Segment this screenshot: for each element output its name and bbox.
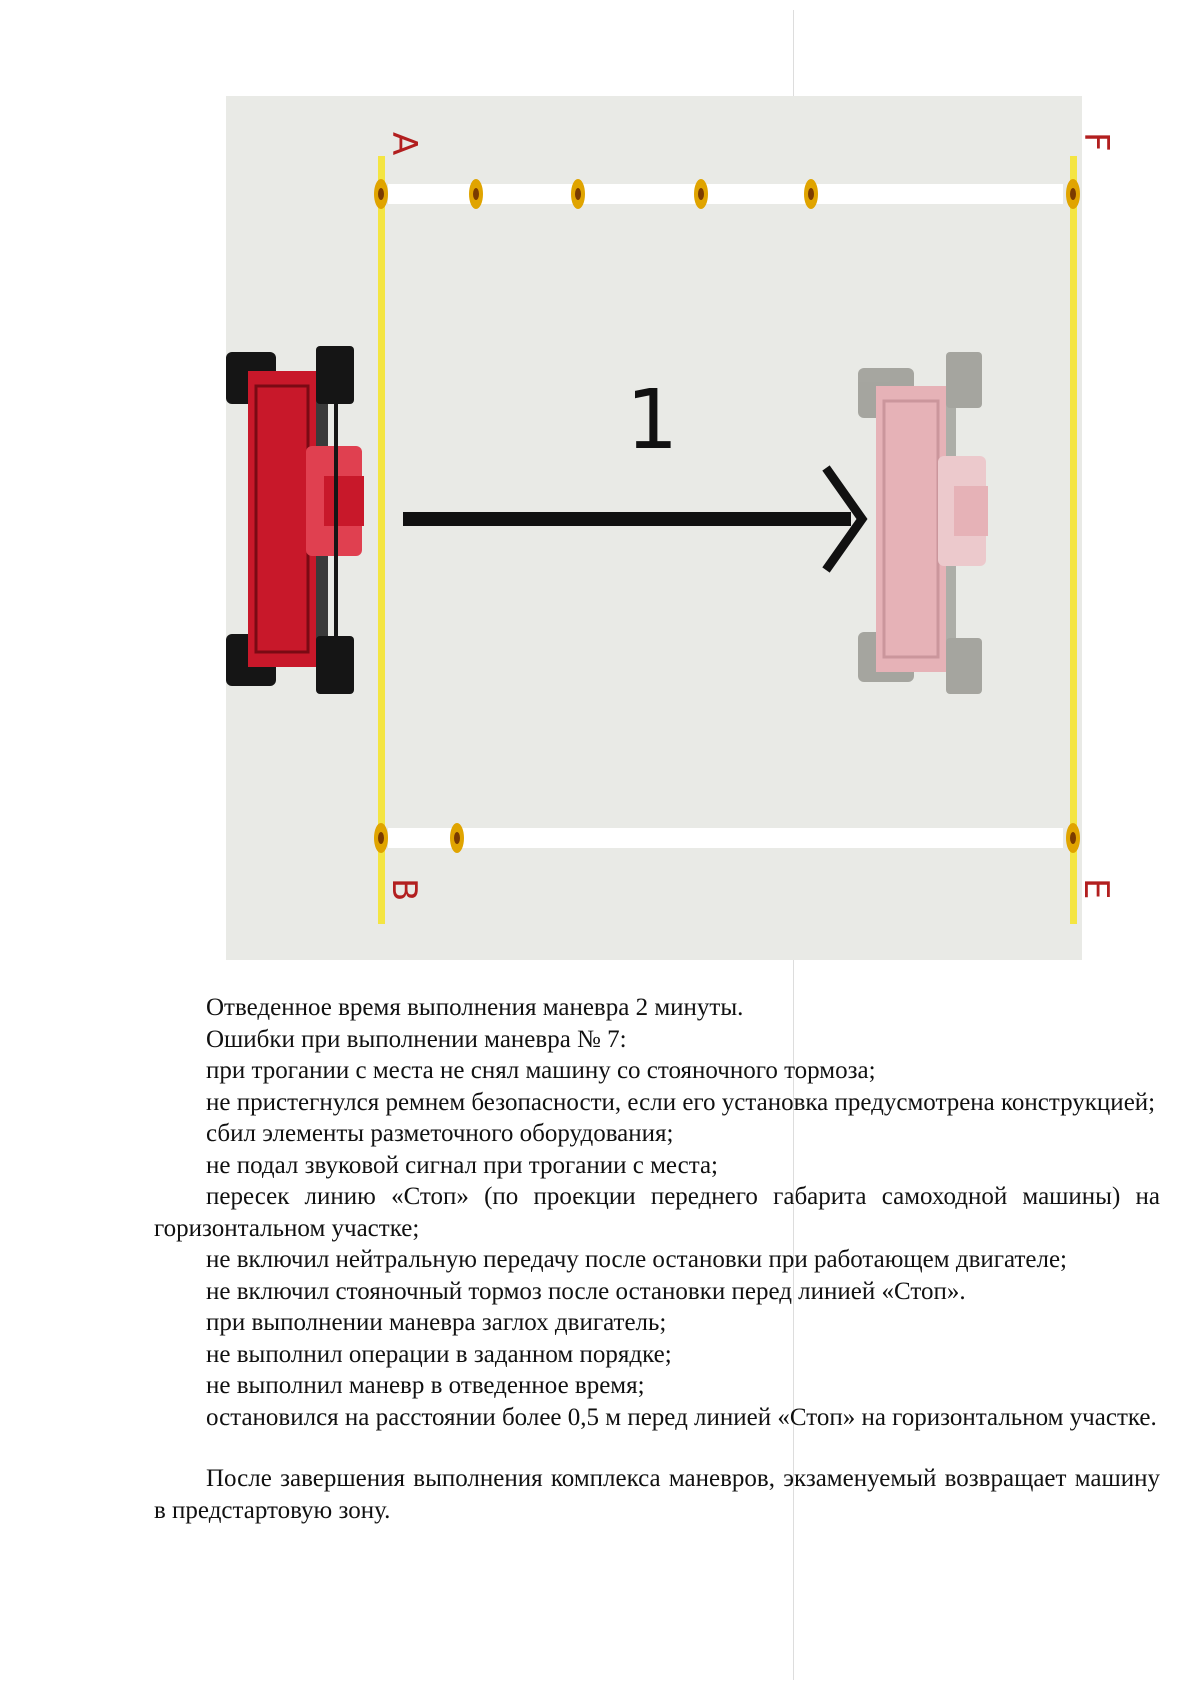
cone-marker-icon [469,179,483,209]
label-a: A [384,132,424,156]
error-item: остановился на расстоянии более 0,5 м перед линией «Стоп» на горизонтальном участке. [206,1403,1157,1431]
error-item: сбил элементы разметочного оборудования; [206,1120,674,1147]
maneuver-rules-text [154,992,1160,1526]
left-boundary-line [378,156,385,924]
maneuver-diagram-svg [226,96,1116,960]
right-boundary-line [1070,156,1077,924]
cone-marker-icon [694,179,708,209]
label-f: F [1076,132,1116,152]
zone-number: 1 [626,373,679,468]
errors-heading: Ошибки при выполнении маневра № 7: [206,1025,627,1053]
cone-marker-icon [450,823,464,853]
error-item: не подал звуковой сигнал при трогании с места; [206,1151,718,1179]
cone-marker-icon [804,179,818,209]
top-lane-stripe [388,184,1063,204]
cone-marker-icon [571,179,585,209]
tractor-end-icon [858,352,988,694]
error-item: при выполнении маневра заглох двигатель; [206,1309,667,1336]
closing-paragraph: После завершения выполнения комплекса маневров, экзаменуемый возвращает машину в предстартовую зону. [154,1465,1160,1524]
time-limit-line: Отведенное время выполнения маневра 2 минуты. [206,994,744,1021]
error-item: при трогании с места не снял машину со стояночного тормоза; [206,1057,876,1084]
error-item: не включил стояночный тормоз после остановки перед линией «Стоп». [206,1277,966,1305]
label-b: B [384,878,424,902]
error-item: не пристегнулся ремнем безопасности, если его установка предусмотрена конструкцией; [206,1088,1156,1116]
error-item: не выполнил маневр в отведенное время; [206,1372,645,1399]
bottom-lane-stripe [388,828,1063,848]
error-item: не выполнил операции в заданном порядке; [206,1340,672,1368]
tractor-start-icon [226,346,364,694]
cone-marker-icon [374,179,388,209]
label-e: E [1076,878,1116,900]
error-item: не включил нейтральную передачу после остановки при работающем двигателе; [206,1246,1067,1273]
cone-marker-icon [1066,823,1080,853]
direction-arrow-icon [403,468,862,570]
cone-marker-icon [374,823,388,853]
maneuver-diagram [226,96,1116,960]
error-item: пересек линию «Стоп» (по проекции переднего габарита самоходной машины) на горизонтальном участке; [154,1183,1160,1242]
cone-marker-icon [1066,179,1080,209]
